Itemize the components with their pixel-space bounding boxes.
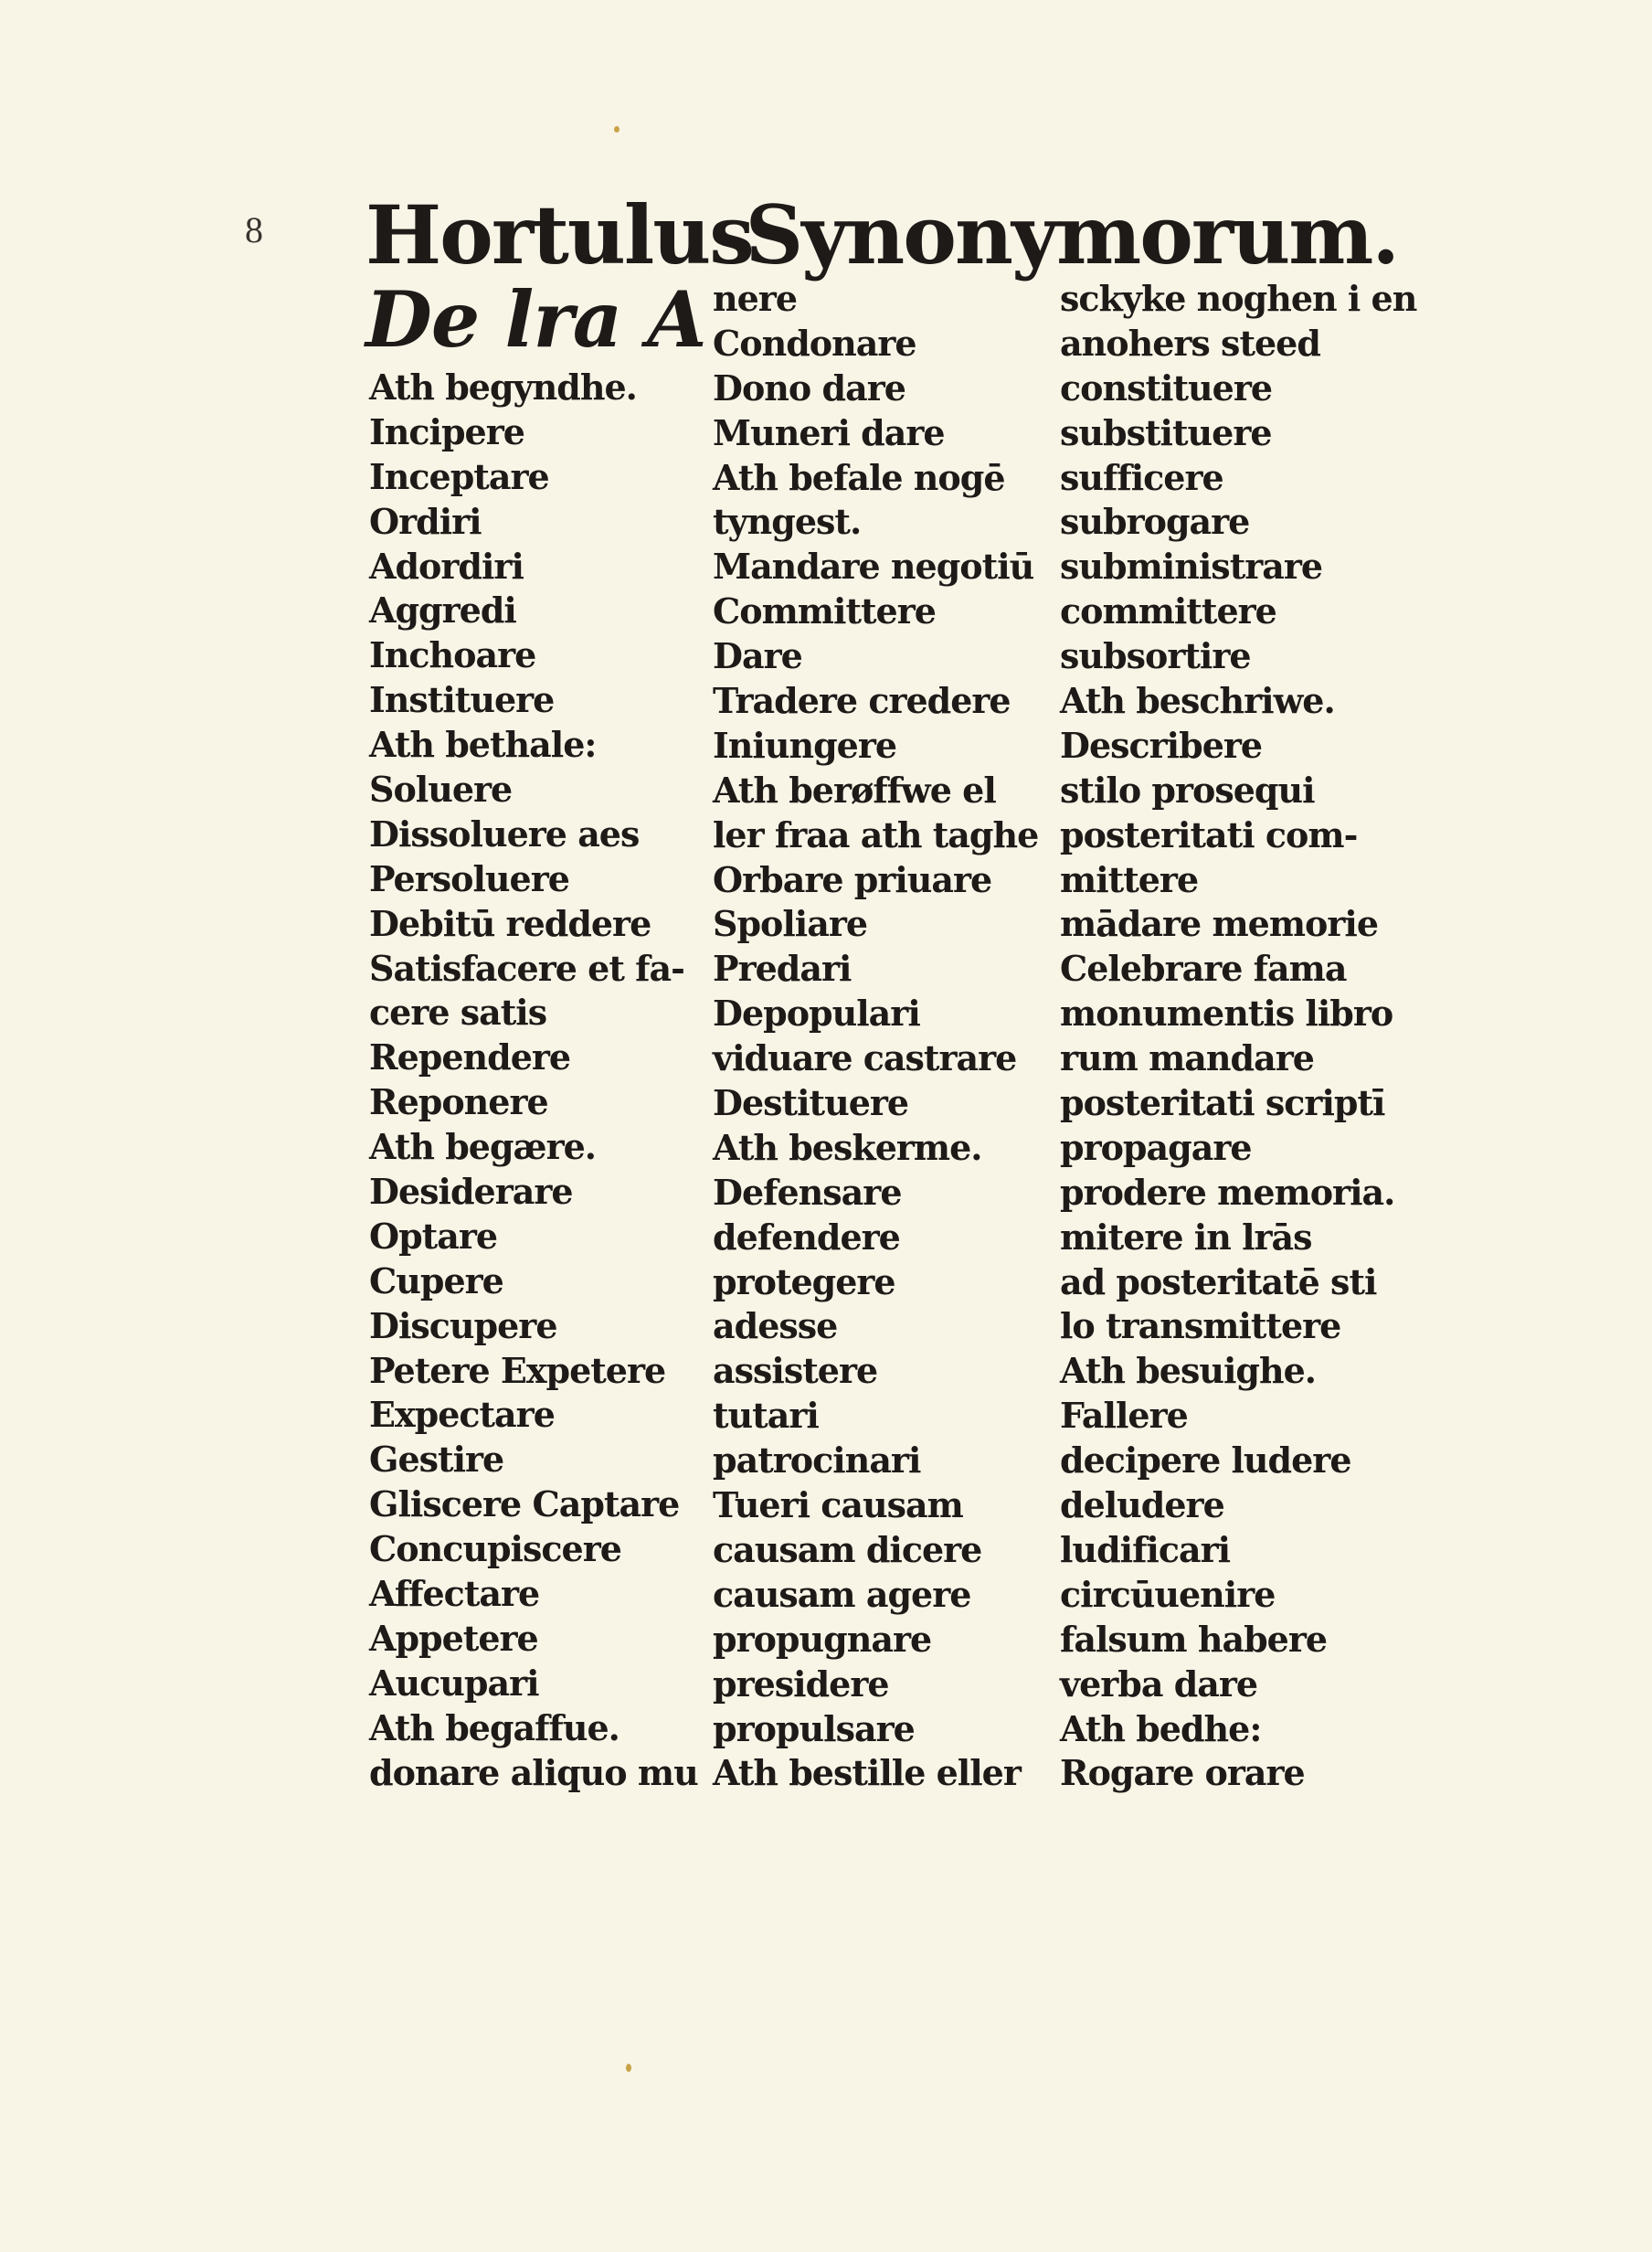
text-line: Rependere [369,1036,571,1078]
text-line: Ordiri [369,500,482,542]
text-line: Dare [713,635,802,677]
column-1 [369,366,709,1796]
text-line: Muneri dare [713,411,945,453]
text-line: propagare [1060,1126,1252,1168]
text-line: Ath begyndhe. [369,366,637,408]
text-line: defendere [713,1216,900,1258]
page-header [365,187,1398,283]
text-line: causam agere [713,1573,971,1615]
text-line: donare aliquo mu [369,1751,698,1793]
text-line: Debitū reddere [369,902,651,944]
text-line: Describere [1060,724,1263,766]
text-line: circūuenire [1060,1573,1276,1615]
text-line: propugnare [713,1618,932,1660]
paper-speck [614,126,620,133]
text-line: Optare [369,1215,498,1257]
text-line: Orbare priuare [713,858,992,900]
text-line: ludificari [1060,1528,1231,1570]
text-line: tyngest. [713,501,862,543]
text-line: Defensare [713,1171,902,1213]
text-line: posteritati com- [1060,813,1358,855]
text-line: Condonare [713,322,916,364]
text-line: Ath bethale: [369,724,597,766]
section-title: De lra A [365,274,706,365]
text-line: Celebrare fama [1060,948,1347,990]
text-line: Spoliare [713,903,868,945]
column-3 [1060,277,1417,1796]
text-line: Ath begaffue. [369,1706,620,1748]
text-line: ler fraa ath taghe [713,813,1039,855]
text-line: cere satis [369,992,547,1034]
text-line: committere [1060,590,1276,632]
text-line: subsortire [1060,635,1251,677]
text-line: Ath befale nogē [713,456,1005,498]
text-line: Appetere [369,1617,538,1659]
text-line: assistere [713,1350,878,1392]
text-line: Fallere [1060,1395,1188,1437]
text-line: prodere memoria. [1060,1171,1395,1213]
text-line: Ath beschriwe. [1060,680,1335,722]
text-line: Ath bestille eller [713,1752,1021,1794]
text-line: deludere [1060,1484,1224,1526]
text-line: Dissoluere aes [369,813,640,855]
text-line: sckyke noghen i en [1060,278,1417,319]
text-line: patrocinari [713,1439,921,1482]
text-line: Tradere credere [713,680,1011,722]
text-line: rum mandare [1060,1037,1314,1079]
page-number: 8 [245,209,263,250]
text-line: subministrare [1060,546,1323,588]
paper-speck [626,2064,631,2072]
text-line: Tueri causam [713,1484,963,1526]
text-line: monumentis libro [1060,993,1393,1035]
text-line: nere [713,278,798,319]
text-line: propulsare [713,1707,915,1749]
text-line: Inchoare [369,634,536,676]
text-line: Expectare [369,1394,555,1436]
text-line: protegere [713,1260,895,1302]
text-line: Dono dare [713,366,905,409]
text-line: adesse [713,1305,838,1347]
text-line: posteritati scriptī [1060,1082,1385,1124]
text-line: Committere [713,590,936,632]
text-line: Ath berøffwe el [713,769,996,811]
text-line: Soluere [369,769,513,811]
text-line: Predari [713,948,852,990]
text-line: Ath begære. [369,1126,597,1168]
column-2 [713,277,1051,1796]
text-line: Rogare orare [1060,1752,1305,1794]
text-line: Concupiscere [369,1528,621,1570]
text-line: constituere [1060,366,1273,409]
header-right-word: Synonymorum. [745,187,1398,282]
text-line: Gestire [369,1439,504,1481]
text-line: Reponere [369,1081,548,1123]
text-line: Aggredi [369,590,516,632]
text-line: Petere Expetere [369,1349,666,1391]
header-left-word: Hortulus [365,187,753,282]
text-line: ad posteritatē sti [1060,1260,1377,1302]
text-line: Discupere [369,1304,557,1346]
text-line: sufficere [1060,456,1223,498]
text-line: falsum habere [1060,1618,1328,1660]
text-line: Ath besuighe. [1060,1350,1317,1392]
text-line: viduare castrare [713,1037,1017,1079]
text-line: Incipere [369,410,524,452]
text-line: decipere ludere [1060,1439,1351,1482]
text-line: mādare memorie [1060,903,1379,945]
text-line: Ath beskerme. [713,1126,982,1168]
text-line: Depopulari [713,993,920,1035]
text-line: tutari [713,1395,819,1437]
text-line: Aucupari [369,1662,539,1704]
text-line: mitere in lrās [1060,1216,1312,1258]
text-line: Satisfacere et fa- [369,947,684,989]
text-line: Instituere [369,679,555,721]
text-line: Destituere [713,1082,909,1124]
text-line: Gliscere Captare [369,1483,680,1525]
text-line: Iniungere [713,724,897,766]
text-line: Desiderare [369,1171,573,1213]
text-line: Persoluere [369,857,569,899]
text-line: Mandare negotiū [713,546,1034,588]
text-line: mittere [1060,858,1199,900]
text-line: Cupere [369,1259,503,1301]
text-line: Ath bedhe: [1060,1707,1262,1749]
text-line: substituere [1060,411,1272,453]
text-line: subrogare [1060,501,1250,543]
text-line: Affectare [369,1573,540,1615]
text-line: anohers steed [1060,322,1320,364]
text-line: causam dicere [713,1528,982,1570]
text-line: Adordiri [369,545,524,587]
text-line: Inceptare [369,455,549,497]
text-line: lo transmittere [1060,1305,1341,1347]
text-line: presidere [713,1662,889,1705]
text-line: verba dare [1060,1662,1258,1705]
text-line: stilo prosequi [1060,769,1315,811]
